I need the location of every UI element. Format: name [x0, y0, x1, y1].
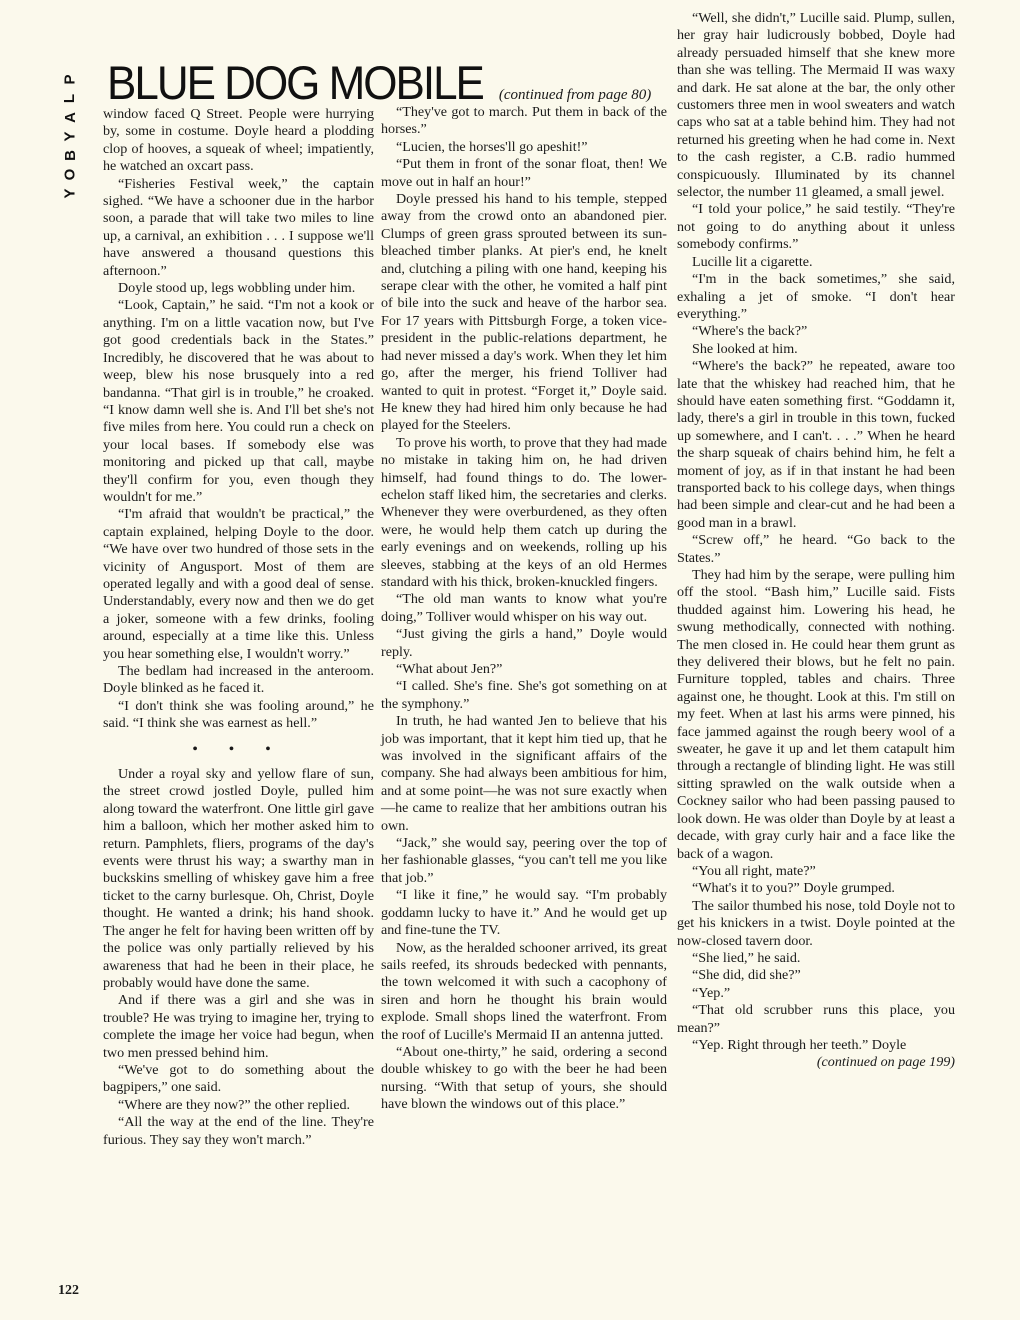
- paragraph: window faced Q Street. People were hurrying by, some in costume. Doyle heard a plodding clop of hooves, a squeak of wheel; impatiently, he watched an oxcart pass.: [103, 106, 374, 175]
- paragraph: She looked at him.: [692, 340, 798, 357]
- paragraph: “Where are they now?” the other replied.: [118, 1096, 351, 1113]
- paragraph: In truth, he had wanted Jen to believe that his job was important, that it kept him tied up, that he was involved in the significant affairs of the company. She had always been ambitious for him, and at some point—he was not sure exactly when—he came to realize that her ambitions outran his own.: [381, 713, 667, 834]
- magazine-side-letter: Y: [61, 188, 79, 199]
- paragraph: To prove his worth, to prove that they had made no mistake in taking him on, he had driven himself, had found things to do. The lower-echelon staff liked him, the secretaries and clerks. Whenever they were overburdened, as they often were, he would help them catch up during the early evenings and on weekends, rolling up his sleeves, stabbing at the keys of an old Hermes standard with his thick, broken-knuckled fingers.: [381, 434, 667, 590]
- paragraph: “Yep. Right through her teeth.” Doyle: [692, 1036, 907, 1053]
- paragraph: “The old man wants to know what you're doing,” Tolliver would whisper on his way out.: [381, 591, 667, 625]
- paragraph: Doyle stood up, legs wobbling under him.: [118, 280, 356, 297]
- continued-from-note: (continued from page 80): [498, 87, 652, 103]
- magazine-side-letter: Y: [61, 131, 79, 142]
- paragraph: Under a royal sky and yellow flare of sun, the street crowd jostled Doyle, pulled him along toward the waterfront. One little girl gave him a balloon, which her mother asked him to return. Pamphlets, fliers, programs of the day's events were thrust his way; a swarthy man in buckskins smelling of whiskey gave him a free ticket to the carny burlesque. Oh, Christ, Doyle thought. He wanted a drink; his hand shook. The anger he felt for having been written off by the police was only partially relieved by his awareness that had he been in their place, he probably would have done the same.: [103, 766, 374, 991]
- magazine-side-letter: O: [61, 168, 79, 181]
- magazine-side-label: [58, 70, 82, 203]
- article-header: [107, 57, 652, 110]
- article-title: BLUE DOG MOBILE: [107, 57, 483, 110]
- paragraph: Lucille lit a cigarette.: [692, 253, 813, 270]
- paragraph: The bedlam had increased in the anteroom. Doyle blinked as he faced it.: [103, 663, 374, 697]
- paragraph: “Well, she didn't,” Lucille said. Plump, sullen, her gray hair ludicrously bobbed, Doyle had already persuaded himself that she knew more than she was telling. The Mermaid II was waxy and dark. He sat alone at the bar, the only other customers three men in wool sweaters and watch caps who sat at a table behind him. They had not returned his greeting when he had come in. Next to the cash register, a C.B. radio hummed conspicuously. Illuminated by its channel selector, the number 11 gleamed, a small jewel.: [677, 10, 955, 201]
- magazine-side-letter: A: [61, 112, 79, 123]
- paragraph: “You all right, mate?”: [692, 862, 816, 879]
- paragraph: “She lied,” he said.: [692, 949, 801, 966]
- paragraph: “Just giving the girls a hand,” Doyle would reply.: [381, 626, 667, 660]
- paragraph: “I told your police,” he said testily. “They're not going to do anything about it unless somebody confirms.”: [677, 201, 955, 253]
- continued-on-note: (continued on page 199): [816, 1054, 955, 1071]
- paragraph: “She did, did she?”: [692, 967, 801, 984]
- paragraph: “I like it fine,” he would say. “I'm probably goddamn lucky to have it.” And he would get up and fine-tune the TV.: [381, 887, 667, 939]
- paragraph: “Screw off,” he heard. “Go back to the States.”: [677, 532, 955, 566]
- paragraph: “We've got to do something about the bagpipers,” one said.: [103, 1061, 374, 1096]
- section-break: • • •: [192, 740, 285, 757]
- magazine-side-letter: L: [61, 93, 79, 104]
- page-number: 122: [58, 1283, 79, 1298]
- text-column-1: [103, 106, 374, 1149]
- paragraph: “Yep.”: [692, 984, 731, 1001]
- text-column-2: [381, 104, 667, 1114]
- paragraph: “I'm in the back sometimes,” she said, exhaling a jet of smoke. “I don't hear everything.”: [677, 271, 955, 322]
- paragraph: “What's it to you?” Doyle grumped.: [692, 880, 895, 897]
- paragraph: And if there was a girl and she was in trouble? He was trying to imagine her, trying to complete the image her voice had begun, when two men pressed behind him.: [103, 992, 374, 1061]
- magazine-side-letter: P: [61, 74, 79, 85]
- paragraph: “I don't think she was fooling around,” he said. “I think she was earnest as hell.”: [103, 697, 374, 732]
- paragraph: They had him by the serape, were pulling him off the stool. “Bash him,” Lucille said. Fists thudded against him. Lowering his head, he swung methodically, connected with nothing. The men closed in. He could hear them grunt as they delivered their blows, but he felt no pain. Furniture toppled, tables and chairs. Three against one, he thought. Look at this. I'm still on my feet. When at last his arms were pinned, his face jammed against the rough beery wool of a sweater, he gave it up and let them catapult him through a rectangle of blinding light. He was still sitting sprawled on the walk outside when a Cockney sailor who had been passing paused to look down. He was older than Doyle by at least a decade, with gray curly hair and a face like the back of a wagon.: [677, 567, 955, 862]
- magazine-side-letter: B: [61, 150, 79, 161]
- paragraph: “That old scrubber runs this place, you mean?”: [677, 1002, 955, 1036]
- paragraph: “All the way at the end of the line. They're furious. They say they won't march.”: [103, 1114, 374, 1148]
- paragraph: “Fisheries Festival week,” the captain sighed. “We have a schooner due in the harbor soon, a parade that will take two miles to line up, a carnival, an exhibition . . . I suppose we'll have answered a thousand questions this afternoon.”: [103, 175, 374, 279]
- paragraph: “Where's the back?”: [692, 323, 808, 340]
- paragraph: “Put them in front of the sonar float, then! We move out in half an hour!”: [381, 156, 667, 190]
- paragraph: Now, as the heralded schooner arrived, its great sails reefed, its shrouds bedecked with pennants, the town welcomed it with such a cacophony of siren and horn he thought his brain would explode. Small shops lined the waterfront. From the roof of Lucille's Mermaid II an antenna jutted.: [381, 939, 667, 1043]
- paragraph: “Look, Captain,” he said. “I'm not a kook or anything. I'm on a little vacation now, but I've got good credentials back in the States.” Incredibly, he discovered that he was about to weep, blew his nose brusquely into a red bandanna. “That girl is in trouble,” he croaked. “I know damn well she is. And I'll bet she's not five miles from here. You could run a check on your local bases. If somebody else was monitoring and picked up that call, maybe they'll confirm for you, even though they wouldn't for me.”: [103, 297, 374, 505]
- text-column-3: [677, 10, 955, 1072]
- paragraph: “Jack,” she would say, peering over the top of her fashionable glasses, “you can't tell me you like that job.”: [381, 835, 667, 886]
- paragraph: “Where's the back?” he repeated, aware too late that the whiskey had reached him, that he should have eaten something first. “Goddamn it, lady, there's a girl in trouble in this town, fucked up somewhere, and I can't. . . .” When he heard the sharp squeak of chairs behind him, he felt a moment of joy, as if in that instant he had been transported back to his college days, when things had been simple and clear-cut and he had been a good man in a brawl.: [677, 358, 955, 531]
- paragraph: “About one-thirty,” he said, ordering a second double whiskey to go with the beer he had been nursing. “With that setup of yours, she should have blown the windows out of this place.”: [381, 1043, 667, 1113]
- paragraph: “I called. She's fine. She's got something on at the symphony.”: [381, 678, 667, 712]
- paragraph: “What about Jen?”: [396, 661, 503, 677]
- paragraph: “I'm afraid that wouldn't be practical,” the captain explained, helping Doyle to the door. “We have over two hundred of those sets in the vicinity of Angusport. Most of them are operated legally and with a good deal of sense. Understandably, every now and then we do get a joker, someone with a few drinks, fooling around, especially at a time like this. Unless you hear something else, I wouldn't worry.”: [103, 506, 374, 662]
- paragraph: “Lucien, the horses'll go apeshit!”: [396, 138, 588, 155]
- paragraph: The sailor thumbed his nose, told Doyle not to get his knickers in a twist. Doyle pointed at the now-closed tavern door.: [677, 897, 955, 949]
- paragraph: Doyle pressed his hand to his temple, stepped away from the crowd onto an abandoned pier. Clumps of green grass sprouted between its sun-bleached timber planks. At pier's end, he knelt and, clutching a piling with one hand, keeping his serape clear with the other, he vomited a half pint of bile into the suck and heave of the harbor sea. For 17 years with Pittsburgh Forge, a token vice-president in the public-relations department, he had never missed a day's work. When they let him go, after the merger, his friend Tolliver had wanted to quit in protest. “Forget it,” Doyle said. He knew they had hired him only because he had played for the Steelers.: [381, 191, 667, 434]
- paragraph: “They've got to march. Put them in back of the horses.”: [381, 104, 667, 138]
